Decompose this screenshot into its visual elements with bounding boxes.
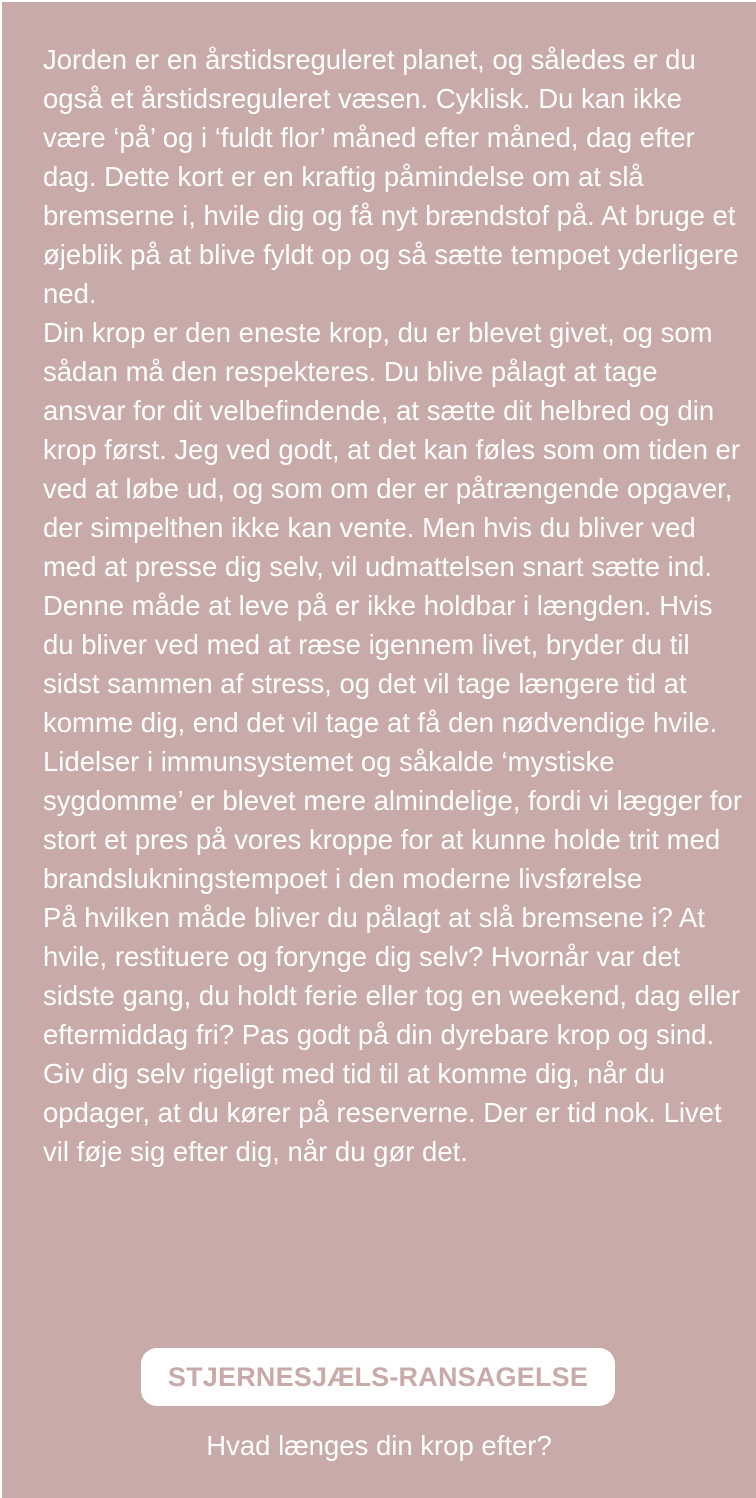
card (2, 2, 756, 1498)
paragraph-2: Din krop er den eneste krop, du er blevet givet, og som sådan må den respekteres. Du blive pålagt at tage ansvar for dit velbefindende, at sætte dit helbred og din krop først. Jeg ved godt, at det kan føles som om tiden er ved at løbe ud, og som om der er påtrængende opgaver, der simpelthen ikke kan vente. Men hvis du bliver ved med at presse dig selv, vil udmattelsen snart sætte ind. (43, 317, 740, 582)
section-badge-label: STJERNESJÆLS-RANSAGELSE (167, 1361, 589, 1392)
paragraph-5: På hvilken måde bliver du pålagt at slå bremsene i? At hvile, restituere og forynge dig selv? Hvornår var det sidste gang, du holdt ferie eller tog en weekend, dag eller eftermiddag fri? Pas godt på din dyrebare krop og sind. Giv dig selv rigeligt med tid til at komme dig, når du opdager, at du kører på reserverne. Der er tid nok. Livet vil føje sig efter dig, når du gør det. (43, 902, 741, 1167)
body-text (43, 40, 743, 1171)
reflection-question: Hvad længes din krop efter? (206, 1430, 552, 1461)
paragraph-4: Lidelser i immunsystemet og såkalde ‘mystiske sygdomme’ er blevet mere almindelige, fordi vi lægger for stort et pres på vores kroppe for at kunne holde trit med brandslukningstempoet i den moderne livsførelse (43, 746, 742, 894)
section-badge (141, 1348, 615, 1406)
paragraph-3: Denne måde at leve på er ikke holdbar i længden. Hvis du bliver ved med at ræse igennem livet, bryder du til sidst sammen af stress, og det vil tage længere tid at komme dig, end det vil tage at få den nødvendige hvile. (43, 590, 718, 738)
paragraph-1: Jorden er en årstidsreguleret planet, og således er du også et årstidsreguleret væsen. Cyklisk. Du kan ikke være ‘på’ og i ‘fuldt flor’ måned efter måned, dag efter dag. Dette kort er en kraftig påmindelse om at slå bremserne i, hvile dig og få nyt brændstof på. At bruge et øjeblik på at blive fyldt op og så sætte tempoet yderligere ned. (43, 44, 739, 309)
